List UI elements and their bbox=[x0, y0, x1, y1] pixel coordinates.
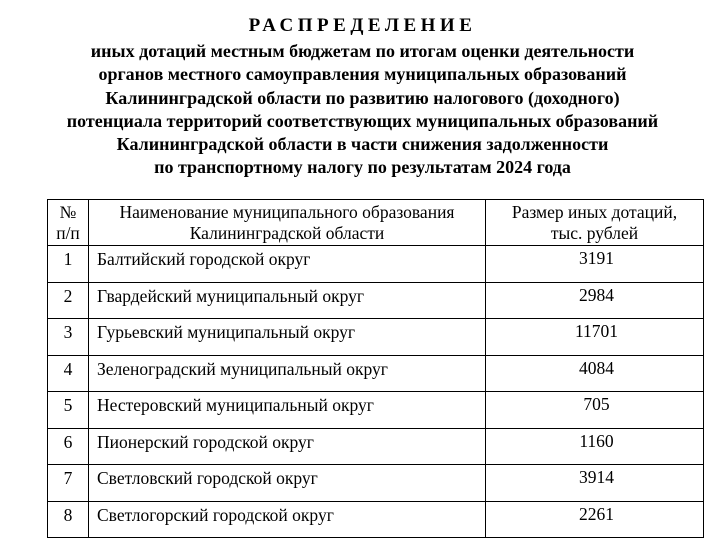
subsidy-amount: 3914 bbox=[486, 465, 704, 502]
subtitle-line: по транспортному налогу по результатам 2024 года bbox=[154, 157, 571, 177]
column-header-amount bbox=[486, 200, 704, 246]
distribution-table bbox=[47, 199, 704, 538]
table-row bbox=[48, 282, 704, 319]
row-number: 3 bbox=[48, 319, 89, 356]
municipality-name: Гвардейский муниципальный округ bbox=[89, 282, 486, 319]
header-text: п/п bbox=[56, 222, 80, 243]
row-number: 4 bbox=[48, 355, 89, 392]
header-text: № bbox=[59, 201, 77, 222]
subsidy-amount: 2261 bbox=[486, 501, 704, 538]
column-header-name bbox=[89, 200, 486, 246]
subsidy-amount: 3191 bbox=[486, 246, 704, 283]
row-number: 8 bbox=[48, 501, 89, 538]
subtitle-line: Калининградской области по развитию налогового (доходного) bbox=[105, 88, 620, 108]
column-header-number bbox=[48, 200, 89, 246]
municipality-name: Светловский городской округ bbox=[89, 465, 486, 502]
header-text: Калининградской области bbox=[189, 222, 385, 243]
municipality-name: Пионерский городской округ bbox=[89, 428, 486, 465]
subsidy-amount: 705 bbox=[486, 392, 704, 429]
subsidy-amount: 1160 bbox=[486, 428, 704, 465]
table-header-row bbox=[48, 200, 704, 246]
subsidy-amount: 11701 bbox=[486, 319, 704, 356]
municipality-name: Нестеровский муниципальный округ bbox=[89, 392, 486, 429]
municipality-name: Светлогорский городской округ bbox=[89, 501, 486, 538]
header-text: тыс. рублей bbox=[550, 222, 639, 243]
row-number: 7 bbox=[48, 465, 89, 502]
row-number: 2 bbox=[48, 282, 89, 319]
municipality-name: Зеленоградский муниципальный округ bbox=[89, 355, 486, 392]
subtitle-line: иных дотаций местным бюджетам по итогам оценки деятельности bbox=[90, 41, 635, 61]
row-number: 1 bbox=[48, 246, 89, 283]
table-row bbox=[48, 392, 704, 429]
table-row bbox=[48, 355, 704, 392]
municipality-name: Балтийский городской округ bbox=[89, 246, 486, 283]
subtitle-line: органов местного самоуправления муниципальных образований bbox=[98, 64, 627, 84]
subsidy-amount: 4084 bbox=[486, 355, 704, 392]
subtitle-line: потенциала территорий соответствующих муниципальных образований bbox=[66, 111, 659, 131]
table-row bbox=[48, 246, 704, 283]
header-text: Наименование муниципального образования bbox=[119, 201, 455, 222]
subtitle-line: Калининградской области в части снижения задолженности bbox=[116, 134, 609, 154]
table-row bbox=[48, 319, 704, 356]
header-text: Размер иных дотаций, bbox=[511, 201, 678, 222]
municipality-name: Гурьевский муниципальный округ bbox=[89, 319, 486, 356]
table-row bbox=[48, 465, 704, 502]
table-row bbox=[48, 428, 704, 465]
subsidy-amount: 2984 bbox=[486, 282, 704, 319]
table-row bbox=[48, 501, 704, 538]
row-number: 6 bbox=[48, 428, 89, 465]
document-title: РАСПРЕДЕЛЕНИЕ bbox=[248, 15, 477, 36]
row-number: 5 bbox=[48, 392, 89, 429]
